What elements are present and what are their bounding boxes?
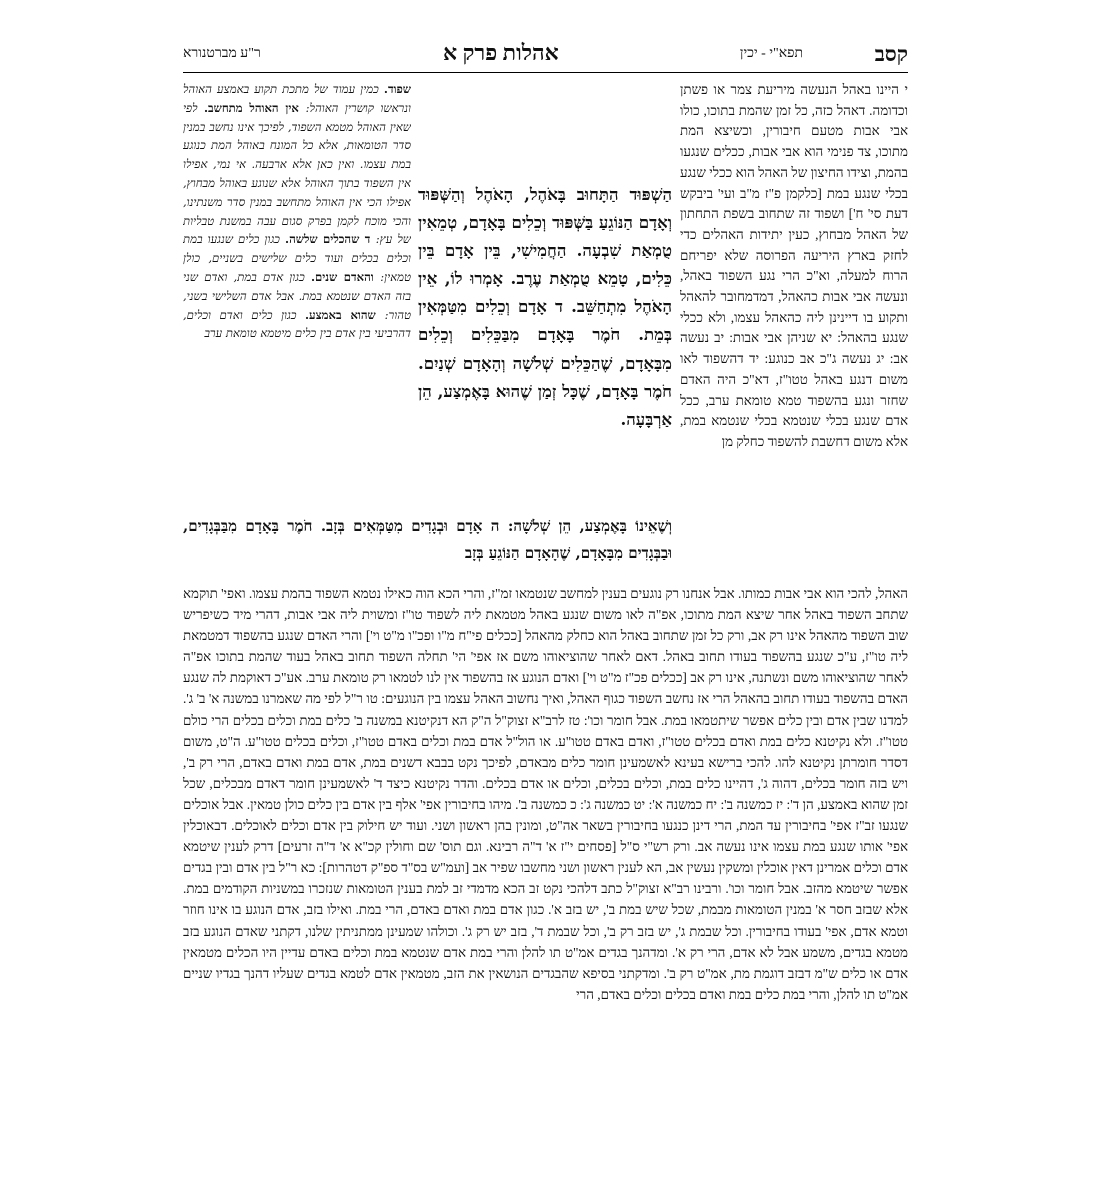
- tifaret-commentary-full-width: האהל, להכי הוא אבי אבות כמותו. אבל אנחנו רק נוגעים בענין למחשב שנטמאו זמ"ז, והרי הכא הוה כאילו נטמא השפוד בהמת עצמו. ואפי' תוקמא שתחב השפוד באהל אחר שיצא המת מתוכו, אפ"ה לאו משום שנגע באהל מטמאת ליה לשפוד טו"ז ומשוית ליה אבי אבות, דהרי מיד כשיפריש שוב השפוד מהאהל אינו רק אב, ורק כל זמן שתחוב באהל הוא כחלק מהאהל [ככלים פי"ח מ"ו ופכ"ו מ"ט וי'] והרי האדם שנגע בהשפוד דמטמאת ליה טו"ז, ע"כ שנגע בהשפוד בעודו תחוב באהל. דאם לאחר שהוציאוהו משם אז אפי' הי' תחלה השפוד תחוב באהל בעוד שהמת בתוכו אפ"ה לאחר שהוציאוהו משם ונשתנה, אינו רק אב [ככלים פכ"ז מ"ט וי'] ואדם הנוגע אז בהשפוד אין לנו לטמאו רק טומאת ערב. אע"כ דאוקמת לה שנגע האדם בהשפוד בעודו תחוב בהאהל הרי אז נחשב השפוד כגוף האהל, ואיך נחשוב האהל עצמו בין הנוגעים: טו ר"ל לפי מה שאמרנו במשנה א' ב' ג'. למדנו שבין אדם ובין כלים אפשר שיתטמאו במת. אבל חומר וכו': טז לרב"א זצוק"ל ה"ק הא דנקיטנא במשנה ב' כלים במת וכלים בכלים הרי כולם טטו"ז. ולא נקיטנא כלים במת ואדם בכלים טטו"ז, ואדם באדם טטו"ע. או הול"ל אדם במת וכלים באדם טטו"ז, וכלים בכלים טטו"ע. ה"ט, משום דסדר חומרתן נקיטנא להו. להכי ברישא בעינא לאשמעינן חומר כלים מבאדם, לפיכך נקט בבבא דשנים במת, אדם במת ואדם באדם, הרי רק ב', ויש בזה חומר בכלים, דהוה ג', דהיינו כלים במת, וכלים בכלים, וכלים או אדם בכלים. והדר נקיטנא כיצד ד' לאשמעינן חומר דאדם מבכלים, שכל זמן שהוא באמצע, הן ד': יז כמשנה ב': יח כמשנה א': יט כמשנה ג': כ כמשנה ב'. מיהו בחיבורין אפי' אלף בין אדם בין כלים כולן טמאין. אבל אוכלים שנגעו זב"ז אפי' בחיבורין עד המת, הרי דינן כנגעו בחיבורין בשאר אה"ט, ומונין בהן ראשון ושני. ועוד יש חילוק בין אדם וכלים לאוכלים. דבאוכלין אפי' אותו שנגע במת עצמו אינו נעשה אב. ורק רש"י ס"ל [פסחים י"ז א' ד"ה רבינא. וגם תוס' שם וחולין קכ"א א' ד"ה זרעים] דרק לענין שיטמא אדם וכלים אמרינן דאין אוכלין ומשקין נעשין אב, הא לענין ראשון ושני מחשבו שפיר אב [ועמ"ש בס"ד ספ"ק דטהרות]: כא ר"ל בין אדם ובין בגדים אפשר שיטמא מהזב. אבל חומר וכו'. ורבינו רב"א זצוק"ל כתב דלהכי נקט זב הכא מדמדי זב למת בענין הטומאות שנזכרו במשניות הקודמים במת. אלא שבזב חסר א' במנין הטומאות מבמת, שכל שיש במת ב', יש בזב א'. כגון אדם במת ואדם באדם, הרי במת. ואילו בזב, אדם הנוגע בו אינו חוזר וטמא אדם, אפי' בעודו בחיבורין. וכל שבמת ג', יש בזב רק ב', וכל שבמת ד', בזב יש רק ג'. וכולהו שמעינן ממתניתין שלנו, דקתני שאדם הנוגע בזב מטמא בגדים, משמע אבל לא אדם, הרי רק א'. ומדהנך בגדים אמ"ט תו להלן והרי במת אדם שנטמא במת וכלים באדם עדיין היו הכלים מטמאין אדם או כלים ש"מ דבזב דוגמת מת, אמ"ט רק ב'. ומדקתני בסיפא שהבגדים הנושאין את הזב, מטמאין אדם לטמא בגדים שעליו דהנך בגדיו שניים אמ"ט תו להלן, והרי במת כלים במת ואדם בכלים וכלים באדם, הרי: [183, 586, 908, 1002]
- page-number: קסב: [874, 42, 908, 66]
- commentary-text: כמין עמוד של מתכת תקוע באמצע האוהל ונראשו קושרין האוהל:: [183, 82, 411, 115]
- commentary-heading: אין האוהל מתחשב.: [203, 100, 306, 115]
- mishnah-text-continued: וְשֶׁאֵינוֹ בָּאֶמְצַע, הֵן שְׁלֹשָׁה: ה אָדָם וּבְגָדִים מִטַּמְּאִים בְּזָב. חֹמֶר בָּאָדָם מִבַּבְּגָדִים, וּבַבְּגָדִים מִבָּאָדָם, שֶׁהָאָדָם הַנּוֹגֵעַ בְּזָב: [183, 517, 672, 562]
- mishnah-text: הַשְׁפּוּד הַתָּחוּב בָּאֹהֶל, הָאֹהֶל וְהַשְּׁפּוּד וְאָדָם הַנּוֹגֵעַ בַּשְּׁפּוּד וְכֵלִים בָּאָדָם, טְמֵאִין טֻמְאַת שִׁבְעָה. הַחֲמִישִׁי, בֵּין אָדָם בֵּין כֵּלִים, טָמֵא טֻמְאַת עֶרֶב. אָמְרוּ לוֹ, אֵין הָאֹהֶל מִתְחַשֵּׁב. ד אָדָם וְכֵלִים מִטַּמְּאִין בְּמֵת. חֹמֶר בָּאָדָם מִבַּכֵּלִים וְכֵלִים מִבָּאָדָם, שֶׁהַכֵּלִים שְׁלֹשָׁה וְהָאָדָם שְׁנַיִם. חֹמֶר בָּאָדָם, שֶׁכָּל זְמַן שֶׁהוּא בָּאֶמְצַע, הֵן אַרְבָּעָה.: [418, 184, 672, 429]
- commentary-heading: שהוא באמצע.: [305, 307, 385, 322]
- bartenura-label: ר"ע מברטנורא: [183, 46, 261, 61]
- commentary-text: כגון כלים שנגעו במת וכלים בכלים ועוד כלים שלישים בשניים, כולן טמאין:: [183, 232, 411, 284]
- tifaret-commentary-column: י היינו באהל הנעשה מיריעת צמר או פשתן וכדומה. דאהל כזה, כל זמן שהמת בתוכו, כולו אבי אבות מטעם חיבורין, וכשיצא המת מתוכו, צד פנימי הוא אבי אבות, ככלים שנגעו בהמת, וצידו החיצון של האהל הוא ככלי שנגע בכלי שנגע במת [כלקמן פ"ז מ"ב ועי' ביבקש דעת סי' ח'] ושפוד זה שתחוב בשפת התחתון של האהל מבחוץ, כעין יתידות האהלים כדי לחזק בארץ היריעה הפרוסה שלא יפריחם הרוח למעלה, וא"כ הרי נגע השפוד באהל, ונעשה אבי אבות כהאהל, דמדמחובר להאהל ותקוע בו דיינינן ליה כהאהל עצמו, ולא ככלי שנגע בהאהל: יא שניהן אבי אבות: יב נעשה אב: יג נעשה ג"כ אב כנוגע: יד דהשפוד לאו משום דנגע באהל טטו"ז, דא"כ היה האדם שחזר ונגע בהשפוד טמא טומאת ערב, ככל אדם שנגע בכלי שנטמא בכלי שנטמא במת, אלא משום דחשבת להשפוד כחלק מן: [680, 82, 908, 449]
- commentary-text: כגון אדם במת, ואדם שני בזה האדם שנטמא במת. אבל אדם השלישי בשני, טהור:: [183, 269, 411, 322]
- commentary-heading: ד שהכלים שלשה.: [285, 232, 376, 247]
- commentary-heading: והאדם שנים.: [310, 269, 381, 284]
- bartenura-commentary-column: [183, 80, 411, 498]
- tractate-chapter-title: אהלות פרק א: [443, 40, 559, 65]
- page-header: [183, 40, 908, 70]
- header-rule: [183, 72, 908, 73]
- commentary-text: כגון כלים ואדם וכלים, דהרביעי בין אדם בין כלים מיטמא טומאת ערב: [183, 307, 411, 341]
- commentary-text: לפי שאין האוהל מטמא השפוד, לפיכך אינו נחשב במנין סדר הטומאות, אלא כל המונח באוהל המת כנוגע במת עצמו. ואין כאן אלא ארבעה. אי נמי, אפילו אין השפוד בתוך האוהל אלא שנוגע באוהל מבחוץ, אפילו הכי אין האוהל מתחשב במנין סדר משנתינו, והכי מוכח לקמן בפרק סגום עבה במשנת טבליות של עץ:: [183, 100, 411, 247]
- tifaret-label: תפא"י - יכין: [739, 46, 803, 61]
- commentary-heading: שפוד.: [383, 82, 411, 96]
